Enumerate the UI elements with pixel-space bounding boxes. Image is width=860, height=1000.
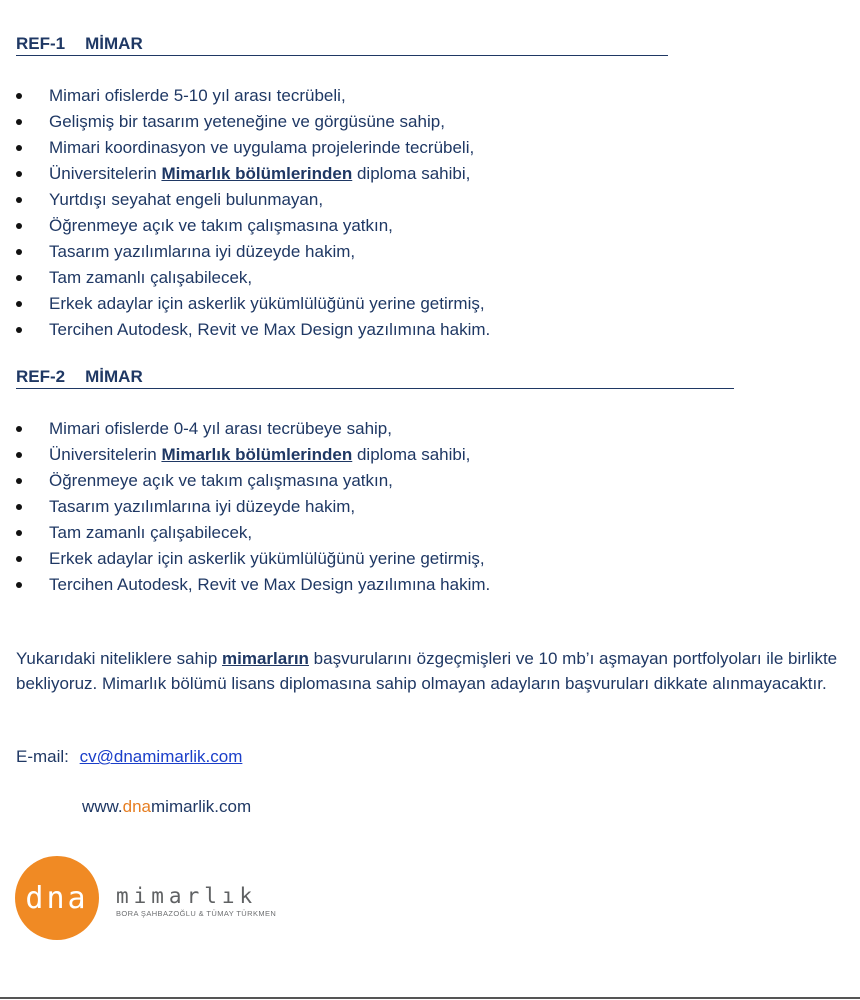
ref2-requirements-list bbox=[16, 416, 490, 598]
requirement-item bbox=[16, 187, 490, 213]
bullet-icon bbox=[16, 301, 22, 307]
requirement-item bbox=[16, 83, 490, 109]
bullet-icon bbox=[16, 530, 22, 536]
requirement-item bbox=[16, 135, 490, 161]
bullet-icon bbox=[16, 145, 22, 151]
requirement-text: Öğrenmeye açık ve takım çalışmasına yatkın, bbox=[49, 471, 393, 490]
email-row bbox=[16, 744, 242, 770]
requirement-item bbox=[16, 291, 490, 317]
dna-logo-mark bbox=[15, 856, 99, 940]
bullet-icon bbox=[16, 504, 22, 510]
email-label: E-mail: bbox=[16, 747, 69, 766]
bullet-icon bbox=[16, 452, 22, 458]
requirement-text-end: diploma sahibi, bbox=[352, 445, 471, 464]
requirement-item bbox=[16, 416, 490, 442]
bullet-icon bbox=[16, 223, 22, 229]
requirement-text: Tam zamanlı çalışabilecek, bbox=[49, 268, 253, 287]
ref1-requirements-list bbox=[16, 83, 490, 343]
requirement-text: Öğrenmeye açık ve takım çalışmasına yatkın, bbox=[49, 216, 393, 235]
bullet-icon bbox=[16, 426, 22, 432]
requirement-emphasis: Mimarlık bölümlerinden bbox=[161, 445, 353, 464]
intro-post: başvurularını özgeçmişleri ve 10 mb’ı aşmayan portfolyoları ile birlikte bekliyoruz. Mimarlık bölümü lisans diplomasına sahip olmayan adayların başvuruları dikkate alınmayacaktır. bbox=[16, 649, 838, 693]
dna-logo-circle bbox=[15, 856, 99, 940]
requirement-text: Tasarım yazılımlarına iyi düzeyde hakim, bbox=[49, 242, 356, 261]
requirement-text: Üniversitelerin bbox=[49, 445, 162, 464]
requirement-text: Mimari ofislerde 0-4 yıl arası tecrübeye sahip, bbox=[49, 419, 392, 438]
bullet-icon bbox=[16, 478, 22, 484]
requirement-text: Tam zamanlı çalışabilecek, bbox=[49, 523, 253, 542]
bullet-icon bbox=[16, 171, 22, 177]
web-prefix: www. bbox=[82, 797, 123, 816]
bullet-icon bbox=[16, 327, 22, 333]
bullet-icon bbox=[16, 197, 22, 203]
logo-wordmark bbox=[116, 884, 276, 924]
web-accent: dna bbox=[122, 797, 151, 816]
ref2-title: MİMAR bbox=[85, 367, 143, 386]
requirement-text: Yurtdışı seyahat engeli bulunmayan, bbox=[49, 190, 324, 209]
requirement-text: Üniversitelerin bbox=[49, 164, 162, 183]
email-link[interactable]: cv@dnamimarlik.com bbox=[79, 747, 243, 766]
ref2-code: REF-2 bbox=[16, 367, 66, 386]
wordmark-subtitle: BORA ŞAHBAZOĞLU & TÜMAY TÜRKMEN bbox=[116, 909, 277, 918]
bullet-icon bbox=[16, 93, 22, 99]
requirement-item bbox=[16, 520, 490, 546]
requirement-item bbox=[16, 317, 490, 343]
website-link[interactable] bbox=[82, 794, 251, 820]
ref1-code: REF-1 bbox=[16, 34, 66, 53]
web-suffix: mimarlik.com bbox=[151, 797, 252, 816]
requirement-item bbox=[16, 161, 490, 187]
requirement-text: Tercihen Autodesk, Revit ve Max Design yazılımına hakim. bbox=[49, 575, 491, 594]
requirement-text: Erkek adaylar için askerlik yükümlülüğünü yerine getirmiş, bbox=[49, 549, 485, 568]
wordmark-text: mimarlık bbox=[116, 884, 258, 908]
requirement-item bbox=[16, 213, 490, 239]
requirement-text: Mimari ofislerde 5-10 yıl arası tecrübeli, bbox=[49, 86, 346, 105]
bullet-icon bbox=[16, 119, 22, 125]
bullet-icon bbox=[16, 556, 22, 562]
requirement-item bbox=[16, 265, 490, 291]
requirement-item bbox=[16, 494, 490, 520]
requirement-text: Tercihen Autodesk, Revit ve Max Design yazılımına hakim. bbox=[49, 320, 491, 339]
ref1-title: MİMAR bbox=[85, 34, 143, 53]
requirement-item bbox=[16, 442, 490, 468]
bullet-icon bbox=[16, 249, 22, 255]
requirement-text-end: diploma sahibi, bbox=[352, 164, 471, 183]
requirement-item bbox=[16, 239, 490, 265]
intro-bold: mimarların bbox=[222, 649, 309, 668]
application-paragraph bbox=[16, 646, 846, 696]
requirement-emphasis: Mimarlık bölümlerinden bbox=[161, 164, 353, 183]
requirement-text: Mimari koordinasyon ve uygulama projelerinde tecrübeli, bbox=[49, 138, 475, 157]
bottom-divider bbox=[0, 997, 860, 999]
requirement-item bbox=[16, 572, 490, 598]
ref1-heading bbox=[16, 34, 668, 56]
intro-pre: Yukarıdaki niteliklere sahip bbox=[16, 649, 223, 668]
requirement-text: Erkek adaylar için askerlik yükümlülüğünü yerine getirmiş, bbox=[49, 294, 485, 313]
requirement-text: Tasarım yazılımlarına iyi düzeyde hakim, bbox=[49, 497, 356, 516]
requirement-item bbox=[16, 468, 490, 494]
ref2-heading bbox=[16, 367, 734, 389]
bullet-icon bbox=[16, 275, 22, 281]
dna-logo-text: dna bbox=[25, 881, 89, 916]
requirement-item bbox=[16, 109, 490, 135]
requirement-text: Gelişmiş bir tasarım yeteneğine ve görgüsüne sahip, bbox=[49, 112, 445, 131]
bullet-icon bbox=[16, 582, 22, 588]
requirement-item bbox=[16, 546, 490, 572]
